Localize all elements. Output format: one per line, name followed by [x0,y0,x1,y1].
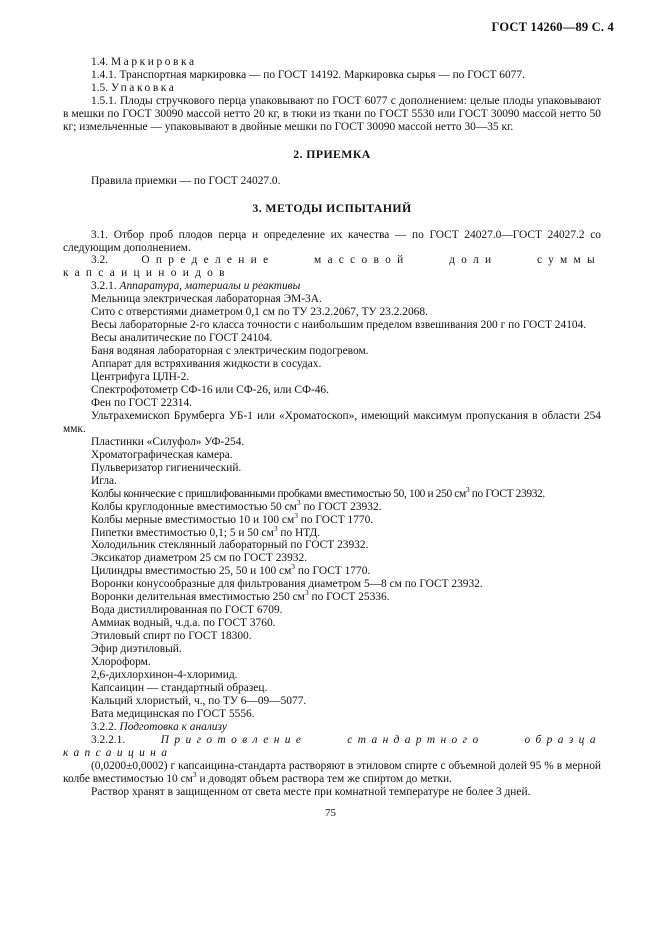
clause-3-2: 3.2. Определение массовой доли суммы капсаициноидов [63,254,601,280]
clause-3-2-2-1: 3.2.2.1. Приготовление стандартного образца капсаицина [63,733,601,759]
reagent-item: Хлороформ. [91,656,151,669]
clause-3-2-2: 3.2.2. Подготовка к анализу [91,720,227,733]
equipment-item: Баня водяная лабораторная с электрическим подогревом. [91,345,369,358]
equipment-item: Хроматографическая камера. [91,448,233,461]
reagent-item: Вата медицинская по ГОСТ 5556. [91,707,255,720]
equipment-item: Воронки конусообразные для фильтрования диаметром 5—8 см по ГОСТ 23932. [91,578,483,591]
section-3-heading: 3. МЕТОДЫ ИСПЫТАНИЙ [252,200,412,215]
section-2-heading: 2. ПРИЕМКА [293,146,371,161]
equipment-item: Колбы мерные вместимостью 10 и 100 $см^3$ по ГОСТ 1770. [91,510,374,526]
clause-1-5: 1.5. Упаковка [91,81,177,94]
equipment-item: Игла. [91,474,117,487]
equipment-item: Цилиндры вместимостью 25, 50 и 100 $см^3$ по ГОСТ 1770. [91,562,371,578]
section-2-text: Правила приемки — по ГОСТ 24027.0. [91,174,281,187]
storage-paragraph: Раствор хранят в защищенном от света месте при комнатной температуре не более 3 дней. [91,785,531,798]
procedure-paragraph: (0,0200±0,0002) г капсаицина-стандарта растворяют в этиловом спирте с объемной долей 95 % в мерной колбе вместимостью 10 $см^3$ и доводят объем раствора тем же спиртом до метки. [63,759,601,785]
equipment-item: Весы аналитические по ГОСТ 24104. [91,332,273,345]
reagent-item: Капсаицин — стандартный образец. [91,681,268,694]
equipment-item: Центрифуга ЦЛН-2. [91,371,190,384]
reagent-item: Эфир диэтиловый. [91,643,182,656]
clause-1-5-1: 1.5.1. Плоды стручкового перца упаковывают по ГОСТ 6077 с дополнением: целые плоды упаковывают в мешки по ГОСТ 30090 массой нетто 20 кг, в тюки из ткани по ГОСТ 5530 или ГОСТ 30090 массой нетто 50 кг; измельченные — упаковывают в двойные мешки по ГОСТ 30090 массой нетто 30—35 кг. [63,94,601,133]
equipment-item: Холодильник стеклянный лабораторный по ГОСТ 23932. [91,539,369,552]
clause-1-4-1: 1.4.1. Транспортная маркировка — по ГОСТ 14192. Маркировка сырья — по ГОСТ 6077. [91,68,525,81]
reagent-item: Этиловый спирт по ГОСТ 18300. [91,630,252,643]
equipment-item: Колбы конические с пришлифованными пробками вместимостью 50, 100 и 250 $см^3$ по ГОСТ 23932. [91,484,545,500]
equipment-item: Пипетки вместимостью 0,1; 5 и 50 $см^3$ по НТД. [91,523,321,539]
equipment-item: Спектрофотометр СФ-16 или СФ-26, или СФ-46. [91,384,329,397]
equipment-item: Воронки делительная вместимостью 250 $см^3$ по ГОСТ 25336. [91,588,390,604]
page-number: 75 [325,807,336,819]
equipment-item: Аппарат для встряхивания жидкости в сосудах. [91,358,322,371]
clause-1-4: 1.4. Маркировка [91,56,197,68]
equipment-item: Пульверизатор гигиенический. [91,461,242,474]
equipment-item: Эксикатор диаметром 25 см по ГОСТ 23932. [91,552,308,565]
equipment-item: Пластинки «Силуфол» УФ-254. [91,435,245,448]
reagent-item: Кальций хлористый, ч., по ТУ 6—09—5077. [91,694,307,707]
equipment-item: Весы лабораторные 2-го класса точности с наибольшим пределом взвешивания 200 г по ГОСТ 24104. [91,319,587,332]
clause-3-1: 3.1. Отбор проб плодов перца и определение их качества — по ГОСТ 24027.0—ГОСТ 24027.2 со следующим дополнением. [63,228,601,254]
equipment-item: Сито с отверстиями диаметром 0,1 см по ТУ 23.2.2067, ТУ 23.2.2068. [91,306,428,319]
page-body [63,56,601,799]
equipment-item: Колбы круглодонные вместимостью 50 $см^3$ по ГОСТ 23932. [91,497,382,513]
equipment-item: Ультрахемископ Брумберга УБ-1 или «Хроматоскоп», имеющий максимум пропускания в области 254 ммк. [63,409,601,435]
clause-3-2-1: 3.2.1. Аппаратура, материалы и реактивы [91,280,301,293]
reagent-item: Аммиак водный, ч.д.а. по ГОСТ 3760. [91,617,276,630]
equipment-item: Фен по ГОСТ 22314. [91,396,193,409]
running-header: ГОСТ 14260—89 С. 4 [491,20,614,34]
reagent-item: 2,6-дихлорхинон-4-хлоримид. [91,668,238,681]
reagent-item: Вода дистиллированная по ГОСТ 6709. [91,604,283,617]
equipment-item: Мельница электрическая лабораторная ЭМ-3А. [91,293,322,306]
